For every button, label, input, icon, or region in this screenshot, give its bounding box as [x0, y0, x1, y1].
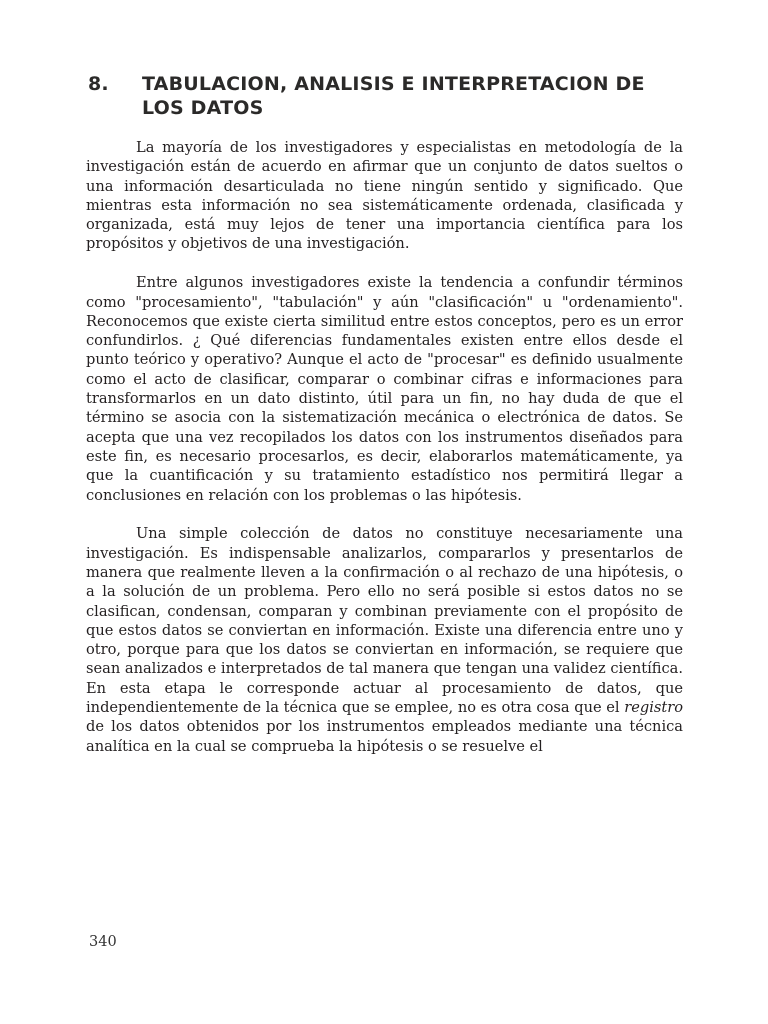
page-number: 340: [89, 934, 117, 950]
paragraph-3: [86, 524, 683, 756]
paragraph-2: Entre algunos investigadores existe la tendencia a confundir términos como "procesamiento", "tabulación" y aún "clasificación" u "ordenamiento". Reconocemos que existe cierta similitud entre estos conceptos, pero es un error confundirlos. ¿ Qué diferencias fundamentales existen entre ellos desde el punto teórico y operativo? Aunque el acto de "procesar" es definido usualmente como el acto de clasificar, comparar o combinar cifras e informaciones para transformarlos en un dato distinto, útil para un fin, no hay duda de que el término se asocia con la sistematización mecánica o electrónica de datos. Se acepta que una vez recopilados los datos con los instrumentos diseñados para este fin, es necesario procesarlos, es decir, elaborarlos matemáticamente, ya que la cuantificación y su tratamiento estadístico nos permitirá llegar a conclusiones en relación con los problemas o las hipótesis.: [86, 274, 683, 504]
section-heading: [88, 72, 688, 120]
paragraph-3-text-before: Una simple colección de datos no constituye necesariamente una investigación. Es indispensable analizarlos, compararlos y presentarlos de manera que realmente lleven a la confirmación o al rechazo de una hipótesis, o a la solución de un problema. Pero ello no será posible si estos datos no se clasifican, condensan, comparan y combinan previamente con el propósito de que estos datos se conviertan en información. Existe una diferencia entre uno y otro, porque para que los datos se conviertan en información, se requiere que sean analizados e interpretados de tal manera que tengan una validez científica. En esta etapa le corresponde actuar al procesamiento de datos, que independientemente de la técnica que se emplee, no es otra cosa que el: [86, 525, 683, 717]
paragraph-3-italic-term: registro: [624, 699, 683, 717]
section-number: 8.: [88, 73, 109, 95]
paragraph-1: La mayoría de los investigadores y especialistas en metodología de la investigación están de acuerdo en afirmar que un conjunto de datos sueltos o una información desarticulada no tiene ningún sentido y significado. Que mientras esta información no sea sistemáticamente ordenada, clasificada y organizada, está muy lejos de tener una importancia científica para los propósitos y objetivos de una investigación.: [86, 139, 683, 253]
body-text: [86, 138, 683, 756]
section-title: TABULACION, ANALISIS E INTERPRETACION DE LOS DATOS: [142, 73, 645, 119]
paragraph-3-text-after: de los datos obtenidos por los instrumentos empleados mediante una técnica analítica en la cual se comprueba la hipótesis o se resuelve el: [86, 718, 683, 755]
